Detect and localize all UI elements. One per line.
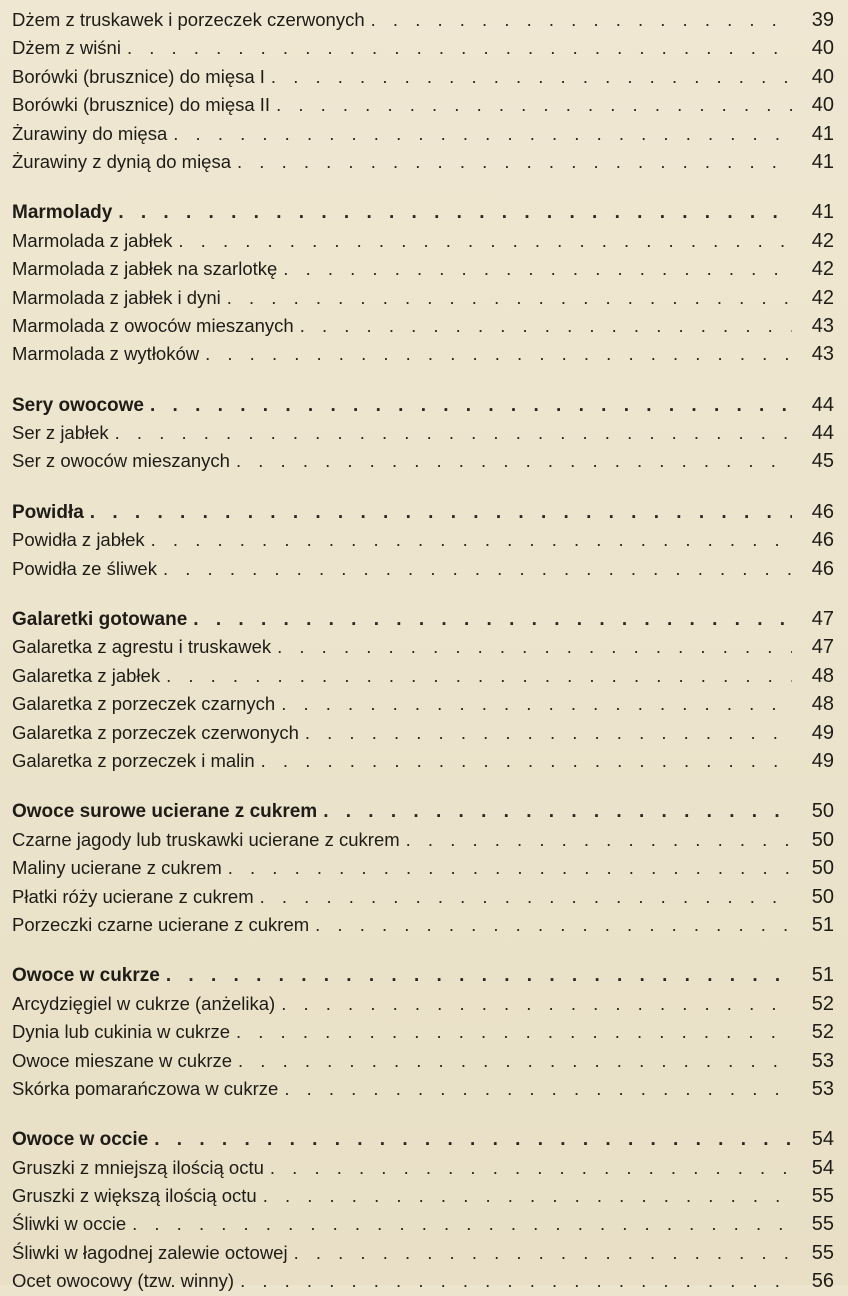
- page-number: 55: [811, 1185, 834, 1208]
- page-number: 50: [811, 800, 834, 823]
- page-number: 55: [811, 1213, 834, 1236]
- dot-leader: [294, 1239, 792, 1267]
- page-number: 43: [811, 343, 834, 366]
- dot-leader: [166, 962, 792, 990]
- toc-entry: [12, 255, 834, 283]
- dot-leader: [281, 690, 792, 718]
- dot-leader: [276, 91, 792, 119]
- dot-leader: [281, 990, 792, 1018]
- entry-title: Czarne jagody lub truskawki ucierane z cukrem: [12, 828, 400, 850]
- toc-entry: [12, 63, 834, 91]
- toc-section-heading: [12, 1125, 834, 1153]
- entry-title: Płatki róży ucierane z cukrem: [12, 885, 254, 907]
- page-number: 47: [811, 636, 834, 659]
- dot-leader: [300, 312, 792, 340]
- toc-entry: [12, 227, 834, 255]
- dot-leader: [371, 6, 792, 34]
- toc-section-heading: [12, 198, 834, 226]
- entry-title: Ocet owocowy (tzw. winny): [12, 1270, 235, 1292]
- dot-leader: [228, 854, 792, 882]
- entry-title: Owoce mieszane w cukrze: [12, 1049, 233, 1071]
- toc-entry: [12, 747, 834, 775]
- entry-title: Marmolada z wytłoków: [12, 343, 200, 365]
- entry-title: Marmolada z jabłek: [12, 229, 173, 251]
- page-number: 48: [811, 693, 834, 716]
- entry-title: Marmolada z jabłek i dyni: [12, 286, 221, 308]
- page-number: 55: [811, 1241, 834, 1264]
- toc-entry: [12, 312, 834, 340]
- page-number: 51: [811, 964, 834, 987]
- dot-leader: [132, 1210, 792, 1238]
- entry-title: Marmolada z owoców mieszanych: [12, 314, 294, 336]
- page-number: 41: [811, 201, 834, 224]
- entry-title: Galaretka z porzeczek czarnych: [12, 693, 276, 715]
- dot-leader: [237, 148, 792, 176]
- section-title: Marmolady: [12, 202, 113, 224]
- toc-entry: [12, 1075, 834, 1103]
- toc-entry: [12, 555, 834, 583]
- dot-leader: [236, 1018, 792, 1046]
- section-title: Galaretki gotowane: [12, 609, 188, 631]
- page-number: 41: [811, 122, 834, 145]
- page-number: 50: [811, 857, 834, 880]
- toc-entry: [12, 1267, 834, 1295]
- page-number: 43: [811, 314, 834, 337]
- toc-entry: [12, 148, 834, 176]
- page-number: 40: [811, 65, 834, 88]
- page-number: 47: [811, 608, 834, 631]
- entry-title: Dżem z truskawek i porzeczek czerwonych: [12, 9, 365, 30]
- dot-leader: [261, 747, 792, 775]
- entry-title: Galaretka z porzeczek czerwonych: [12, 721, 299, 743]
- section-title: Sery owocowe: [12, 394, 144, 416]
- entry-title: Powidła z jabłek: [12, 529, 145, 551]
- toc-entry: [12, 340, 834, 368]
- entry-title: Borówki (brusznice) do mięsa I: [12, 65, 265, 87]
- page-number: 40: [811, 37, 834, 60]
- table-of-contents: [12, 6, 834, 1296]
- toc-section-heading: [12, 391, 834, 419]
- section-title: Owoce w cukrze: [12, 965, 160, 987]
- dot-leader: [270, 1154, 792, 1182]
- page-number: 42: [811, 286, 834, 309]
- entry-title: Żurawiny z dynią do mięsa: [12, 150, 232, 172]
- page-number: 48: [811, 664, 834, 687]
- entry-title: Maliny ucierane z cukrem: [12, 857, 222, 879]
- dot-leader: [263, 1182, 792, 1210]
- toc-entry: [12, 1182, 834, 1210]
- entry-title: Powidła ze śliwek: [12, 557, 157, 579]
- dot-leader: [193, 606, 792, 634]
- toc-entry: [12, 883, 834, 911]
- page-number: 52: [811, 992, 834, 1015]
- toc-section-heading: [12, 797, 834, 825]
- page-number: 39: [811, 9, 834, 31]
- toc-section-heading: [12, 498, 834, 526]
- dot-leader: [236, 447, 792, 475]
- toc-entry: [12, 34, 834, 62]
- page-number: 52: [811, 1021, 834, 1044]
- page-number: 49: [811, 721, 834, 744]
- entry-title: Śliwki w occie: [12, 1213, 127, 1235]
- page-number: 41: [811, 150, 834, 173]
- entry-title: Porzeczki czarne ucierane z cukrem: [12, 913, 310, 935]
- page-number: 54: [811, 1128, 834, 1151]
- dot-leader: [238, 1047, 792, 1075]
- entry-title: Żurawiny do mięsa: [12, 122, 168, 144]
- dot-leader: [118, 199, 792, 227]
- entry-title: Dynia lub cukinia w cukrze: [12, 1021, 230, 1043]
- entry-title: Galaretka z porzeczek i malin: [12, 749, 255, 771]
- toc-entry: [12, 719, 834, 747]
- toc-entry: [12, 1210, 834, 1238]
- toc-section-heading: [12, 605, 834, 633]
- page-number: 51: [811, 913, 834, 936]
- page-number: 54: [811, 1156, 834, 1179]
- entry-title: Ser z owoców mieszanych: [12, 450, 230, 472]
- entry-title: Gruszki z większą ilością octu: [12, 1185, 257, 1207]
- section-title: Owoce surowe ucierane z cukrem: [12, 801, 318, 823]
- entry-title: Galaretka z jabłek: [12, 664, 161, 686]
- dot-leader: [260, 883, 792, 911]
- toc-entry: [12, 1154, 834, 1182]
- dot-leader: [154, 1126, 792, 1154]
- toc-entry: [12, 120, 834, 148]
- page-number: 42: [811, 229, 834, 252]
- dot-leader: [173, 120, 792, 148]
- toc-entry: [12, 6, 834, 34]
- dot-leader: [271, 63, 792, 91]
- toc-entry: [12, 633, 834, 661]
- page-number: 50: [811, 828, 834, 851]
- toc-entry: [12, 284, 834, 312]
- page-number: 44: [811, 393, 834, 416]
- toc-entry: [12, 1047, 834, 1075]
- entry-title: Marmolada z jabłek na szarlotkę: [12, 258, 278, 280]
- entry-title: Galaretka z agrestu i truskawek: [12, 636, 272, 658]
- entry-title: Borówki (brusznice) do mięsa II: [12, 94, 271, 116]
- page-number: 50: [811, 885, 834, 908]
- toc-entry: [12, 911, 834, 939]
- toc-entry: [12, 91, 834, 119]
- toc-entry: [12, 854, 834, 882]
- toc-entry: [12, 419, 834, 447]
- page-number: 42: [811, 258, 834, 281]
- toc-entry: [12, 826, 834, 854]
- page-number: 49: [811, 749, 834, 772]
- dot-leader: [277, 633, 792, 661]
- page-number: 40: [811, 94, 834, 117]
- page-number: 53: [811, 1077, 834, 1100]
- entry-title: Arcydzięgiel w cukrze (anżelika): [12, 992, 276, 1014]
- toc-entry: [12, 662, 834, 690]
- dot-leader: [163, 555, 792, 583]
- entry-title: Gruszki z mniejszą ilością octu: [12, 1156, 264, 1178]
- section-title: Owoce w occie: [12, 1129, 149, 1151]
- page-number: 46: [811, 529, 834, 552]
- dot-leader: [151, 526, 792, 554]
- toc-entry: [12, 447, 834, 475]
- toc-section-heading: [12, 961, 834, 989]
- page-number: 46: [811, 500, 834, 523]
- dot-leader: [115, 419, 792, 447]
- entry-title: Ser z jabłek: [12, 422, 109, 444]
- dot-leader: [205, 340, 792, 368]
- dot-leader: [305, 719, 792, 747]
- toc-entry: [12, 990, 834, 1018]
- page-number: 45: [811, 450, 834, 473]
- dot-leader: [178, 227, 792, 255]
- dot-leader: [127, 34, 792, 62]
- dot-leader: [284, 1075, 792, 1103]
- entry-title: Skórka pomarańczowa w cukrze: [12, 1077, 279, 1099]
- toc-entry: [12, 1239, 834, 1267]
- dot-leader: [166, 662, 792, 690]
- dot-leader: [283, 255, 792, 283]
- dot-leader: [315, 911, 792, 939]
- dot-leader: [150, 392, 792, 420]
- dot-leader: [240, 1267, 792, 1295]
- entry-title: Śliwki w łagodnej zalewie octowej: [12, 1241, 288, 1263]
- dot-leader: [90, 499, 792, 527]
- dot-leader: [323, 798, 792, 826]
- page-number: 44: [811, 422, 834, 445]
- dot-leader: [227, 284, 792, 312]
- section-title: Powidła: [12, 501, 84, 523]
- toc-entry: [12, 1018, 834, 1046]
- toc-entry: [12, 690, 834, 718]
- entry-title: Dżem z wiśni: [12, 37, 121, 59]
- page-number: 46: [811, 557, 834, 580]
- page-number: 53: [811, 1049, 834, 1072]
- page-number: 56: [811, 1270, 834, 1293]
- toc-entry: [12, 526, 834, 554]
- dot-leader: [406, 826, 792, 854]
